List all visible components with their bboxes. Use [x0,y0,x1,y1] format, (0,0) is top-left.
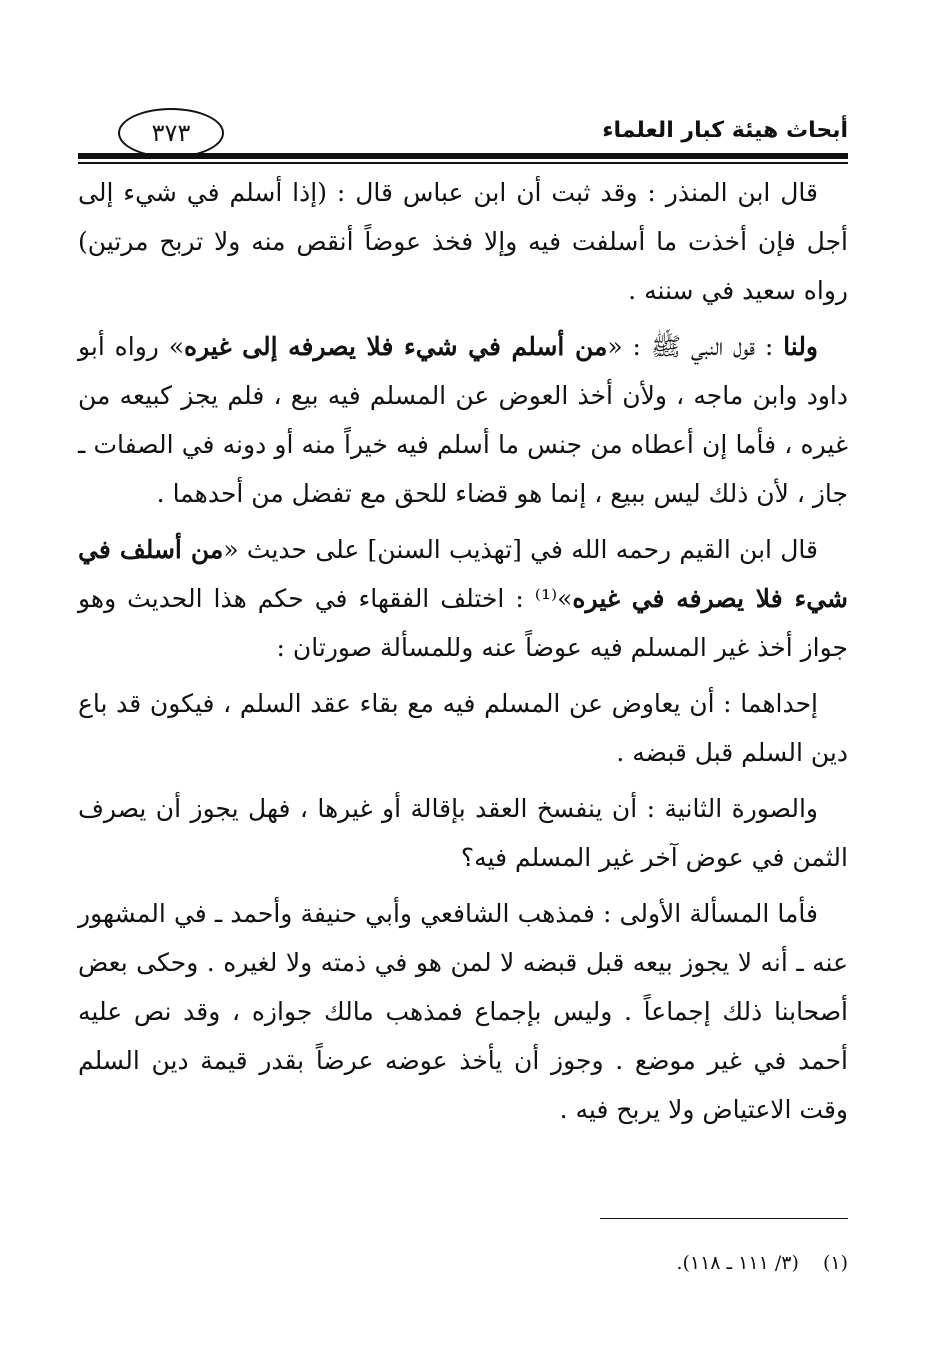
body-text [78,168,848,1141]
text-run: » رواه أبو داود وابن ماجه ، ولأن أخذ العوض عن المسلم فيه بيع ، فلم يجز كبيعه من غيره ، فأما إن أعطاه من جنس ما أسلم فيه خيراً منه أو دونه في الصفات ـ جاز ، لأن ذلك ليس ببيع ، إنما هو قضاء للحق مع تفضل من أحدهما . [78,332,848,508]
text-run: قال ابن المنذر : وقد ثبت أن ابن عباس قال : (إذا أسلم في شيء إلى أجل فإن أخذت ما أسلفت فيه وإلا فخذ عوضاً أنقص منه ولا تربح مرتين) رواه سعيد في سننه . [78,178,848,305]
paragraph [78,322,848,518]
page-header [78,108,848,168]
footnote [676,1252,848,1274]
paragraph [78,889,848,1134]
paragraph [78,168,848,315]
paragraph [78,525,848,672]
text-run: إحداهما : أن يعاوض عن المسلم فيه مع بقاء عقد السلم ، فيكون قد باع دين السلم قبل قبضه . [78,689,848,767]
bold-run: من أسلف في شيء فلا يصرفه في غيره [78,535,848,613]
footnote-number: (١) [822,1252,848,1274]
header-rule-thick [78,153,848,159]
text-run: فأما المسألة الأولى : فمذهب الشافعي وأبي حنيفة وأحمد ـ في المشهور عنه ـ أنه لا يجوز بيعه قبل قبضه لا لمن هو في ذمته ولا لغيره . وحكى بعض أصحابنا ذلك إجماعاً . وليس بإجماع فمذهب مالك جوازه ، وقد نص عليه أحمد في غير موضع . وجوز أن يأخذ عوضه عرضاً بقدر قيمة دين السلم وقت الاعتياض ولا يربح فيه . [78,899,848,1124]
text-run: »⁽¹⁾ : اختلف الفقهاء في حكم هذا الحديث وهو جواز أخذ غير المسلم فيه عوضاً عنه وللمسألة صورتان : [78,584,848,662]
paragraph [78,679,848,777]
text-run: : قول النبي ﷺ : « [607,332,784,361]
paragraph [78,784,848,882]
bold-run: ولنا [783,332,819,361]
footnote-text: (٣/ ١١١ ـ ١١٨). [676,1252,799,1274]
header-rule-thin [78,162,848,164]
bold-run: من أسلم في شيء فلا يصرفه إلى غيره [184,332,608,361]
text-run: قال ابن القيم رحمه الله في [تهذيب السنن] على حديث « [223,535,819,564]
page-number: ٣٧٣ [118,108,224,158]
running-title: أبحاث هيئة كبار العلماء [602,118,848,143]
text-run: والصورة الثانية : أن ينفسخ العقد بإقالة أو غيرها ، فهل يجوز أن يصرف الثمن في عوض آخر غير المسلم فيه؟ [78,794,848,872]
footnote-separator [600,1218,848,1219]
